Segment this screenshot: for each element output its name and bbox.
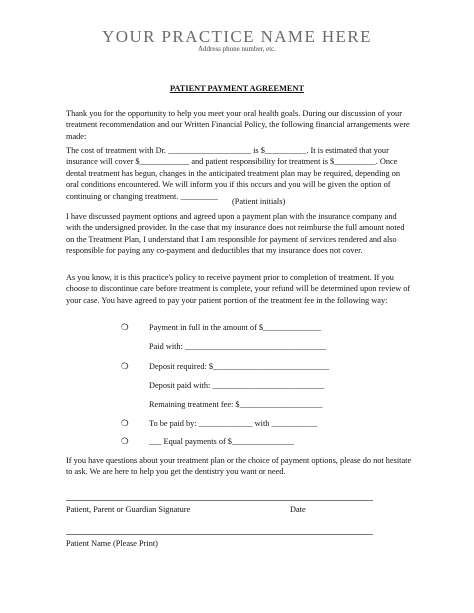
to-be-paid-by-line: To be paid by: _____________ with ___________ — [149, 419, 318, 428]
full-payment-checkbox[interactable]: ❍ — [121, 323, 129, 332]
document-title — [0, 84, 474, 94]
paid-with-line: Paid with: __________________________________ — [149, 342, 327, 351]
policy-paragraph: As you know, it is this practice's policy to receive payment prior to completion of treatment. If you choose to discontinue care before treatment is complete, your refund will be determined upon review of your case. You have agreed to pay your patient portion of the treatment fee in the following way: — [66, 273, 411, 305]
date-label: Date — [290, 505, 306, 514]
practice-address: Address phone number, etc. — [197, 45, 277, 53]
cost-paragraph: The cost of treatment with Dr. ____________________ is $__________. It is estimated that your insurance will cover $____________ and patient responsibility for treatment is $__________. Once dental treatment has begun, changes in the anticipated treatment plan may be required, depending on oral conditions encountered. We will inform you if this occurs and you will be given the option of continuing or changing treatment. _________ — [66, 146, 401, 201]
deposit-paid-with-line: Deposit paid with: ___________________________ — [149, 381, 325, 390]
equal-payments-line: ___ Equal payments of $_______________ — [149, 437, 295, 446]
insurance-paragraph: I have discussed payment options and agreed upon a payment plan with the insurance company and with the undersigned provider. In the case that my insurance does not reimburse the full amount noted on the Treatment Plan, I understand that I am responsible for payment of services rendered and also responsible for paying any co-payment and deductibles that my insurance does not cover. — [66, 212, 405, 256]
deposit-checkbox[interactable]: ❍ — [121, 362, 129, 371]
intro-paragraph: Thank you for the opportunity to help you meet your oral health goals. During our discussion of your treatment recommendation and our Written Financial Policy, the following financial arrangements were made: — [66, 109, 410, 141]
deposit-required-line: Deposit required: $____________________________ — [149, 362, 330, 371]
patient-name-label: Patient Name (Please Print) — [66, 539, 158, 548]
equal-payments-checkbox[interactable]: ❍ — [121, 437, 129, 446]
patient-name-line[interactable] — [66, 534, 373, 535]
full-payment-line: Payment in full in the amount of $______________ — [149, 323, 322, 332]
remaining-fee-line: Remaining treatment fee: $____________________ — [149, 400, 323, 409]
paid-by-checkbox[interactable]: ❍ — [121, 419, 129, 428]
signature-label: Patient, Parent or Guardian Signature — [66, 505, 191, 514]
questions-paragraph: If you have questions about your treatment plan or the choice of payment options, please do not hesitate to ask. We are here to help you get the dentistry you want or need. — [66, 456, 412, 477]
patient-initials-label: (Patient initials) — [232, 197, 286, 206]
signature-line[interactable] — [66, 500, 373, 501]
document-title-text: PATIENT PAYMENT AGREEMENT — [169, 84, 304, 93]
practice-name: YOUR PRACTICE NAME HERE — [102, 27, 372, 46]
